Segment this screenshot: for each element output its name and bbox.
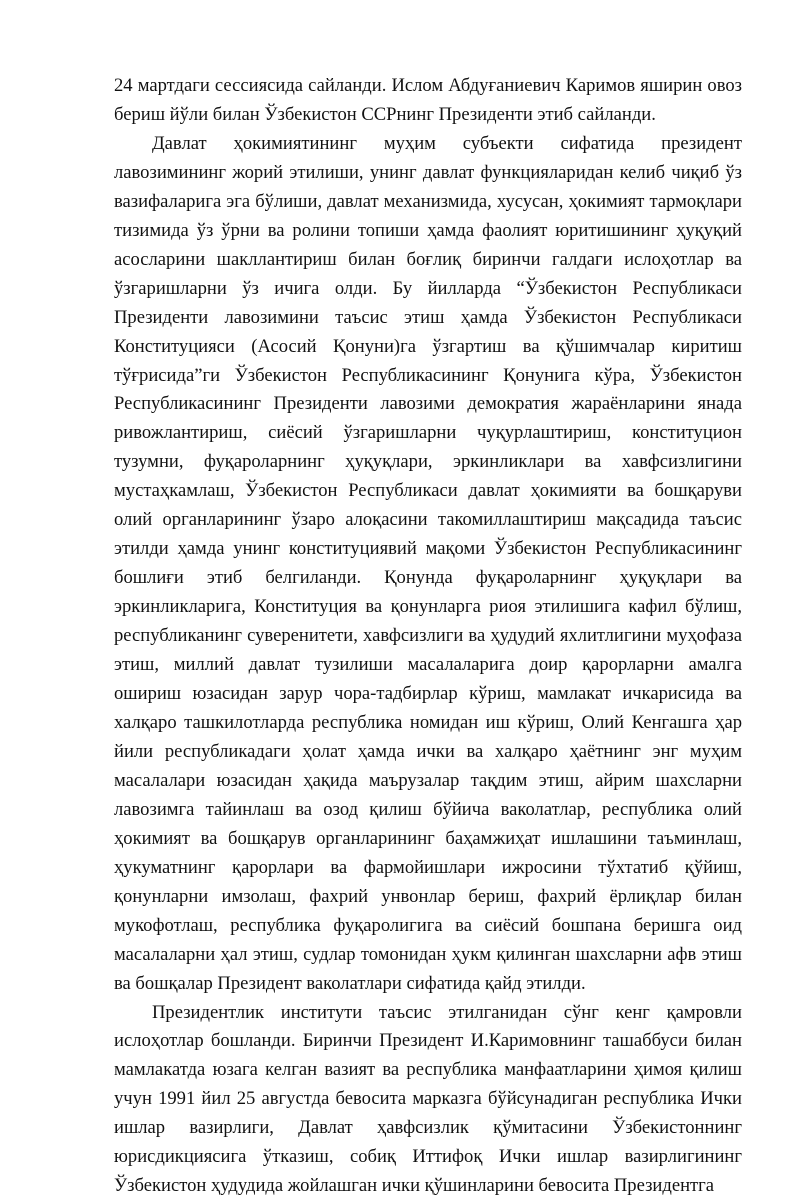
paragraph-presidency-establishment: Давлат ҳокимиятининг муҳим субъекти сифатида президент лавозимининг жорий этилиши, унинг давлат функцияларидан келиб чиқиб ўз вазифаларига эга бўлиши, давлат механизмида, хусусан, ҳокимият тармоқлари тизимида ўз ўрни ва ролини топиши ҳамда фаолият юритишининг ҳуқуқий асосларини шакллантириш билан боғлиқ биринчи галдаги ислоҳотлар ва ўзгаришларни ўз ичига олди. Бу йилларда “Ўзбекистон Республикаси Президенти лавозимини таъсис этиш ҳамда Ўзбекистон Республикаси Конституцияси (Асосий Қонуни)га ўзгартиш ва қўшимчалар киритиш тўғрисида”ги Ўзбекистон Республикасининг Қонунига кўра, Ўзбекистон Республикасининг Президенти лавозими демократия жараёнларини янада ривожлантириш, сиёсий ўзгаришларни чуқурлаштириш, конституцион тузумни, фуқароларнинг ҳуқуқлари, эркинликлари ва хавфсизлигини мустаҳкамлаш, Ўзбекистон Республикаси давлат ҳокимияти ва бошқаруви олий органларининг ўзаро алоқасини такомиллаштириш мақсадида таъсис этилди ҳамда унинг конституциявий мақоми Ўзбекистон Республикасининг бошлиғи этиб белгиланди. Қонунда фуқароларнинг ҳуқуқлари ва эркинликларига, Конституция ва қонунларга риоя этилишига кафил бўлиш, республиканинг суверенитети, хавфсизлиги ва ҳудудий яхлитлигини муҳофаза этиш, миллий давлат тузилиши масалаларига доир қарорларни амалга ошириш юзасидан зарур чора-тадбирлар кўриш, мамлакат ичкарисида ва халқаро ташкилотларда республика номидан иш кўриш, Олий Кенгашга ҳар йили республикадаги ҳолат ҳамда ички ва халқаро ҳаётнинг энг муҳим масалалари юзасидан ҳақида маърузалар тақдим этиш, айрим шахсларни лавозимга тайинлаш ва озод қилиш бўйича ваколатлар, республика олий ҳокимият ва бошқарув органларининг баҳамжиҳат ишлашини таъминлаш, ҳукуматнинг қарорлари ва фармойишлари ижросини тўхтатиб қўйиш, қонунларни имзолаш, фахрий унвонлар бериш, фахрий ёрлиқлар билан мукофотлаш, республика фуқаролигига ва сиёсий бошпана беришга оид масалаларни ҳал этиш, судлар томонидан ҳукм қилинган шахсларни афв этиш ва бошқалар Президент ваколатлари сифатида қайд этилди.: [114, 130, 742, 999]
paragraph-reforms: Президентлик институти таъсис этилганидан сўнг кенг қамровли ислоҳотлар бошланди. Биринчи Президент И.Каримовнинг ташаббуси билан мамлакатда юзага келган вазият ва республика манфаатларини ҳимоя қилиш учун 1991 йил 25 августда бевосита марказга бўйсунадиган республика Ички ишлар вазирлиги, Давлат ҳавфсизлик қўмитасини Ўзбекистоннинг юрисдикциясига ўтказиш, собиқ Иттифоқ Ички ишлар вазирлигининг Ўзбекистон ҳудудида жойлашган ички қўшинларини бевосита Президентга: [114, 999, 742, 1201]
document-page: [114, 72, 742, 1201]
paragraph-continuation: 24 мартдаги сессиясида сайланди. Ислом Абдуғаниевич Каримов яширин овоз бериш йўли билан Ўзбекистон ССРнинг Президенти этиб сайланди.: [114, 72, 742, 130]
